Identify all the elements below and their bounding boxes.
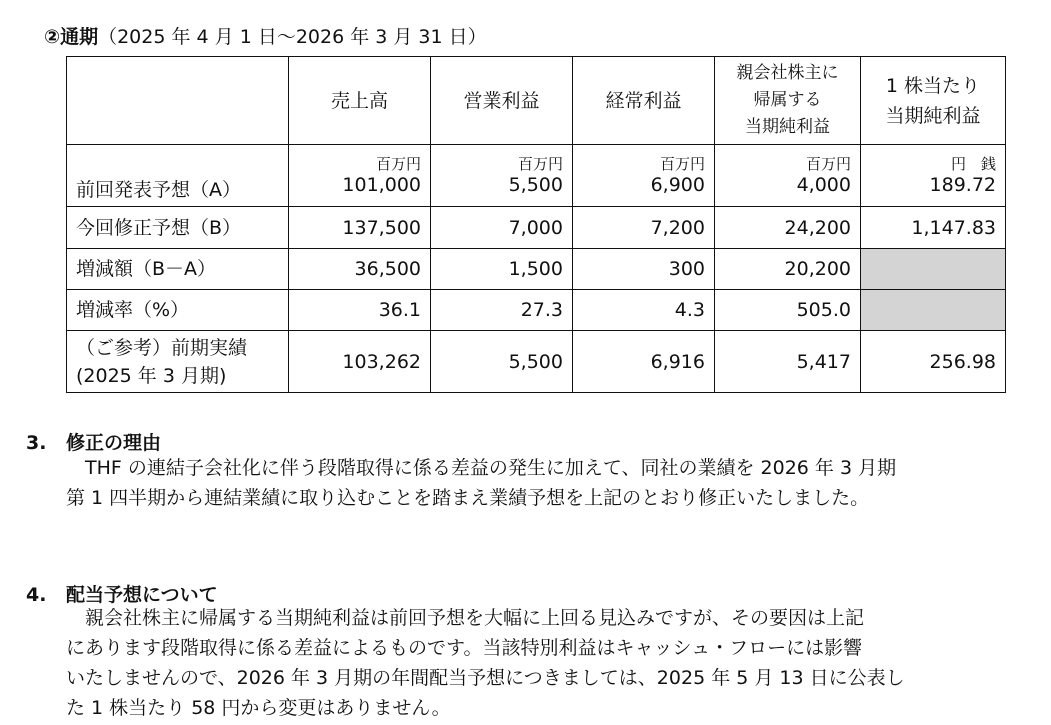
col-header-ordinary-income: 経常利益: [573, 57, 715, 145]
row-label-line: (2025 年 3 月期): [76, 364, 227, 387]
shaded-empty-cell: [861, 290, 1006, 331]
paragraph-line: た 1 株当たり 58 円から変更はありません。: [66, 697, 451, 719]
cell-value: 4,000: [796, 173, 851, 196]
row-label: [67, 331, 289, 393]
forecast-heading: [44, 25, 487, 49]
col-header-eps-line: 当期純利益: [885, 104, 981, 127]
table-row: [67, 249, 1006, 290]
table-row: [67, 145, 1006, 207]
forecast-table: [66, 56, 1006, 393]
cell-value: 505.0: [715, 290, 861, 331]
cell-value: 27.3: [431, 290, 573, 331]
paragraph-line: にあります段階取得に係る差益によるものです。当該特別利益はキャッシュ・フローには影響: [66, 637, 863, 659]
col-header-net-income-line: 当期純利益: [745, 117, 830, 137]
cell: [715, 145, 861, 207]
cell: [431, 145, 573, 207]
heading-marker: ②通期: [44, 26, 99, 48]
cell-value: 103,262: [289, 331, 431, 393]
table-header-row: [67, 57, 1006, 145]
section-number: 4.: [26, 584, 47, 606]
cell-value: 5,500: [508, 173, 563, 196]
cell: [573, 145, 715, 207]
cell: [289, 145, 431, 207]
cell-value: 1,147.83: [861, 207, 1006, 249]
paragraph-line: いたしませんので、2026 年 3 月期の年間配当予想につきましては、2025 年 5 月 13 日に公表し: [66, 667, 905, 689]
table-row: [67, 290, 1006, 331]
row-label-line: （ご参考）前期実績: [76, 336, 248, 359]
row-label: 増減額（B－A）: [67, 249, 289, 290]
col-header-operating-income: 営業利益: [431, 57, 573, 145]
cell-value: 36.1: [289, 290, 431, 331]
row-label: 前回発表予想（A）: [67, 145, 289, 207]
col-header-net-income-line: 帰属する: [753, 90, 822, 110]
cell-value: 189.72: [929, 173, 996, 196]
section-number: 3.: [26, 432, 47, 454]
heading-period: （2025 年 4 月 1 日～2026 年 3 月 31 日）: [98, 26, 487, 48]
cell-value: 101,000: [342, 173, 421, 196]
unit-label: 百万円: [517, 154, 563, 173]
cell-value: 7,200: [573, 207, 715, 249]
cell: [861, 145, 1006, 207]
cell-value: 4.3: [573, 290, 715, 331]
cell-value: 24,200: [715, 207, 861, 249]
table-row: [67, 331, 1006, 393]
section-3-heading: [26, 428, 161, 455]
paragraph-line: 親会社株主に帰属する当期純利益は前回予想を大幅に上回る見込みですが、その要因は上記: [85, 607, 865, 629]
section-4-body: [66, 603, 1001, 723]
cell-value: 36,500: [289, 249, 431, 290]
cell-value: 300: [573, 249, 715, 290]
section-title: 配当予想について: [66, 584, 218, 606]
table-row: [67, 207, 1006, 249]
cell-value: 20,200: [715, 249, 861, 290]
shaded-empty-cell: [861, 249, 1006, 290]
col-header-eps-line: 1 株当たり: [885, 74, 981, 97]
row-label: 今回修正予想（B）: [67, 207, 289, 249]
header-blank-cell: [67, 57, 289, 145]
cell-value: 7,000: [431, 207, 573, 249]
cell-value: 6,900: [650, 173, 705, 196]
cell-value: 5,500: [431, 331, 573, 393]
cell-value: 5,417: [715, 331, 861, 393]
unit-label: 百万円: [805, 154, 851, 173]
cell-value: 256.98: [861, 331, 1006, 393]
unit-label: 百万円: [375, 154, 421, 173]
section-title: 修正の理由: [66, 432, 162, 454]
paragraph-line: THF の連結子会社化に伴う段階取得に係る差益の発生に加えて、同社の業績を 2026 年 3 月期: [85, 457, 897, 479]
paragraph-line: 第 1 四半期から連結業績に取り込むことを踏まえ業績予想を上記のとおり修正いたしました。: [66, 487, 870, 509]
col-header-net-income: [715, 57, 861, 145]
cell-value: 137,500: [289, 207, 431, 249]
cell-value: 6,916: [573, 331, 715, 393]
cell-value: 1,500: [431, 249, 573, 290]
col-header-eps: [861, 57, 1006, 145]
row-label: 増減率（%）: [67, 290, 289, 331]
col-header-sales: 売上高: [289, 57, 431, 145]
unit-label: 百万円: [659, 154, 705, 173]
col-header-net-income-line: 親会社株主に: [736, 63, 839, 83]
unit-label: 円 銭: [950, 154, 996, 173]
section-3-body: [66, 453, 1001, 513]
